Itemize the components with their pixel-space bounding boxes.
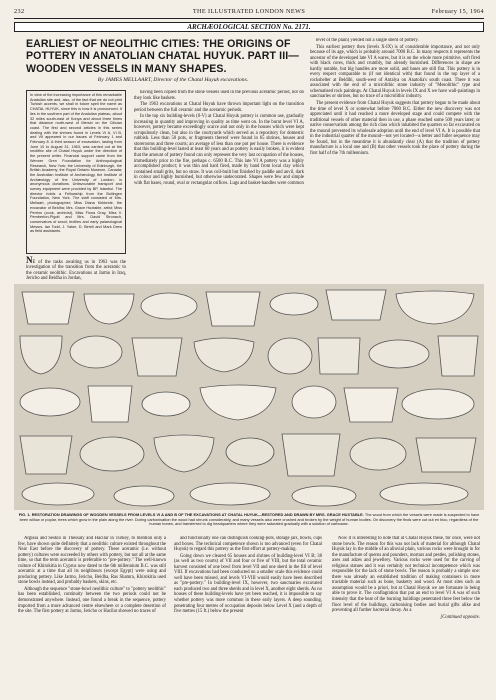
wooden-vessels-photograph [14,284,484,510]
editorial-intro-box: In view of the increasing importance of this remarkable Anatolian site and, also, of the fact that we do not print Turkish accents, we shall in future spell the name as CHATAL HUYUK, since this is how it is pronounced. It lies in the southern part of the Anatolian plateau, about 32 miles south-east of Konya and about three times that distance north-west of Mersin on the Cilician coast. The first and second articles in this series dealing with the shrines found in Levels VI A, VI B, and VII appeared in our issues of February 1 and February 8. A third season of excavation, lasting from June 10 to August 31, 1963, was carried out at the neolithic site of Chatal Huyuk under the direction of the present writer. Financial support came from the Wenner Gren Foundation for Anthropological Research, New York; the University of Edinburgh, the British Academy, the Royal Ontario Museum, Canada; the Australian Institute of Archæology, the Institute of Archæology of the University of London; in anonymous donations. Unfavourable transport and survey equipment were provided by BP, Istanbul. The director holds a Fellowship from the Bollingen Foundation, New York. The staff consisted of Mrs. Mellaart, photographer; Miss Diana Kirkbride, the excavator of Beidha; Mrs. Grace Huxtable, artist; Miss Perrins (cook, archivist), Miss Fiona Gray, Miss V. Pemberton-Pigott and Mrs. David Stronach, conservators of wood, textiles and early palaeological Messrs. Ian Todd, J. Yaker, D. Birrell and Mark Drew as field assistants. [26,90,126,254]
publication-title: THE ILLUSTRATED LONDON NEWS [192,8,306,15]
column-2-top [134,90,304,282]
issue-date: February 15, 1964 [431,8,484,15]
vessels-illustration [14,284,484,510]
column-1-body: NE of the tasks awaiting us in 1963 was the investigation of the transition from the aceramic to the ceramic neolithic. Excavations at Jarmo in Iraq, Jericho and Beidha in Jordan, [26,255,126,282]
page [14,8,484,692]
lower-column-1 [18,536,166,688]
running-head [14,8,484,18]
paragraph: Although the sequence "stone-bowl neolithic culture" to "pottery neolithic" has been established, continuity between the two periods could not be demonstrated anywhere. Instead, one found a break in the sequence, pottery imported from a more advanced centre elsewhere or a complete desertion of the site. The first pottery at Jarmo, Jericho or Hacilar showed no traces of [18,586,166,615]
page-number: 232 [14,8,25,15]
paragraph: The 1963 excavations at Chatal Huyuk have thrown important light on the transition period between the full ceramic and the aceramic periods. [134,102,304,113]
paragraph: Argissa and Sesklo in Thessaly and Hacilar in Turkey, to mention only a few, have shown quite definitely that a neolithic culture existed throughout the Near East before the discovery of pottery. These aceramic (i.e. without pottery) cultures were succeeded by others with pottery, but not all at the same time, so that the term aceramic is preferable to "pre-pottery." The well-known culture of Khirokitia in Cyprus now dated to the 6th millennium B.C. was still aceramic at a time that all its neighbours (except Egypt) were using and producing pottery. Like Jarmo, Jericho, Beidha, Ras Shamra, Khirokitia used stone bowls instead, and probably baskets, skins, etc. [18,536,166,586]
paragraph: Going down we cleared 65 houses and shrines of building-level VI B; 38 (as well as two courts) of VII and four or five of VIII, but the total ceramic harvest consisted of one bowl from level VII and one sherd in the fill of level VIII. If excavations had been conducted on a smaller scale this evidence could well have been missed, and levels VI-VIII would easily have been described as "pre-pottery." In building-level IX, however, two sanctuaries excavated each produced two and three sherds and in level X, another eight sherds. As no houses of these building-levels have yet been reached, it is impossible to say whether pottery was more common in these early layers. A deep sounding, penetrating four metres of occupation deposits below Level X (and a depth of five metres (15 ft.) below the present [174,553,322,615]
continued-note: [Continued opposite. [440,614,480,620]
paragraph: Now it is interesting to note that at Chatal Huyuk these, for once, were not stone bowls. The reason for this was not lack of material for although Chatal Huyuk lay in the middle of an alluvial plain, various rocks were brought in for the manufacture of querns and pounders, mortars and pestles, polishing stones, axes and adzes and jewellery. Various rocks were used for the carving of religious statues and it was certainly not technical incompetence which was responsible for the lack of stone bowls. The reason is probably a simple one: there was already an established tradition of making containers in more tractable material such as bone, basketry and wood. At most sites such an assumption would be a priori, but at Chatal Huyuk we are fortunate in being able to prove it. The conflagration that put an end to level VI A was of such intensity that the heat of the burning buildings penetrated three feet below the floor level of the buildings, carbonising bodies and burial gifts alike and preventing all further bacterial decay. As a [332,536,480,614]
paragraph: and functionally one can distinguish cooking-pots, storage jars, bowls, cups and boxes. The technical competence shown is too advanced (even for Chatal Huyuk) to regard this pottery as the first effort at pottery-making. [174,536,322,553]
header-rule [14,18,484,19]
paragraph: level of the plain) yielded not a single sherd of pottery. [316,38,419,43]
lower-column-2 [174,536,322,688]
article-headline: EARLIEST OF NEOLITHIC CITIES: THE ORIGINS OF POTTERY IN ANATOLIAN CHATAL HUYUK. PART III—WOODEN VESSELS IN MANY SHAPES. [26,38,299,75]
paragraph: having been copied from the stone vessels used in the previous aceramic period, nor do they look like baskets. [134,90,304,101]
caption-label: FIG. 1. RESTORATION DRAWINGS OF WOODEN VESSELS FROM LEVELS VI A AND B OF THE EXCAVATIONS AT CHATAL HUYUK—RESTORED AND DRAWN BY MRS. GRACE HUXTABLE. [18,512,364,517]
paragraph: In the top six building-levels (0-V) at Chatal Huyuk pottery is common use, gradually increasing in quantity and improving in quality as time went on. In the burnt level VI A, however, pottery became exceedingly scarce and not only in the houses which were kept scrupulously clean, but also in the courtyards which served as a repository for domestic rubbish. Less than 50 pots, or fragments thereof were found in 65 shrines, houses and storerooms and three courts; an average of less than one pot per house. There is evidence that this building-level lasted at least 60 years and as pottery is easily broken, it is evident that the amount of pottery found can only represent the very last occupation of the houses, immediately prior to the fire, perhaps c. 6500 B.C. This late VI A pottery was a highly accomplished product; it was thin and hard fired, made by hand from local clay which contained small grits, but no straw. It was coil-built but finished by paddle and anvil, dark in colour and highly burnished, but otherwise undecorated. Shapes were few and simple with flat bases, round, oval or rectangular orifices. Lugs and basket-handles were common [134,114,304,186]
section-banner: ARCHÆOLOGICAL SECTION No. 2171. [14,22,484,32]
figure-caption [18,513,480,527]
caption-text: The wood from which the vessels were made is suspected to have been willow or poplar, trees which grow in the plain along the river. During carbonisation the wood had shrunk considerably, and many vessels also were crushed and broken by the weight of human bodies. On discovery the finds were cut out en bloc, regardless of the human bones, and transferred to dig headquarters where they were saturated gradually with a solution of carbowax. [19,512,480,527]
paragraph: This earliest pottery then (levels X-IX) is of considerable importance, and not only because of its age, which is probably around 7000 B.C. In many respects it represents the ancestor of the developed late VI A wares, but it is on the whole more primitive, soft fired with black cores, thick and crumbly, but already burnished. Differences in shape are hardly notable, but big handles are more solid, and bases are still flat. This pottery is in every respect comparable to (if not identical with) that found in the top layer of a rockshelter at Beldibi, south-west of Antalya on Anatolia's south coast. There it was associated with the end of a microlithic stone industry of "Mesolithic" type and schematised rock paintings. At Chatal Huyuk in levels IX and X we have wall-paintings in sanctuaries or shrines, but no trace of a microlithic industry. [310,44,480,100]
byline: By JAMES MELLAART, Director of the Chatal Huyuk excavations. [97,77,249,83]
lower-column-3 [332,536,480,688]
paragraph: The present evidence from Chatal Huyuk suggests that pottery began to be made about the time of level X or somewhat before 7000 B.C. Either the new discovery was not appreciated until it had reached a more developed stage and could compete with the traditional vessels of other material then in use, a phase reached some 500 years later; or native conservatism among the rich class which inhabited the quarters so far excavated on the mound prevented its wholesale adoption until the end of level VI A. It is possible that in the industrial quarter of the mound—not yet located—a better and fuller sequence may be found, but in the meantime it is abundantly clear (A) that the tradition of pottery manufacture is a local one and (B) that other vessels took the place of pottery during the first half of the 7th millennium. [310,101,480,156]
column-3-top [310,38,480,282]
